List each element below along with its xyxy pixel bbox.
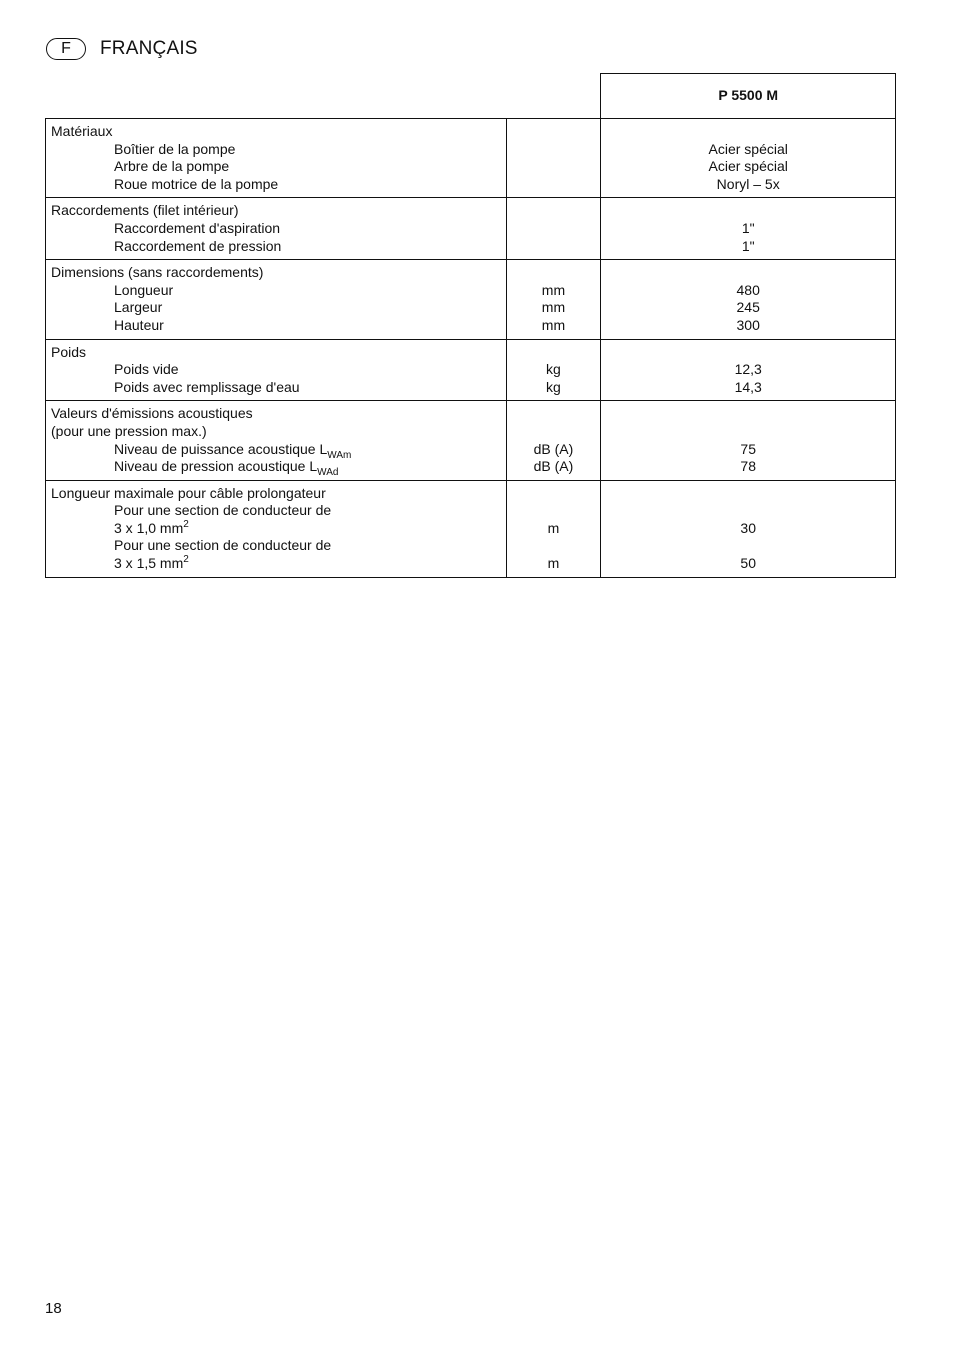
row-label: 3 x 1,0 $mm^2$ xyxy=(114,518,189,536)
row-label: Longueur xyxy=(114,281,174,298)
page-number: 18 xyxy=(45,1300,62,1317)
row-value: 1" xyxy=(741,219,755,236)
row-label: Niveau de pression acoustique $L_{WAd}$ xyxy=(114,458,339,479)
row-label: Largeur xyxy=(114,299,163,316)
row-unit: kg xyxy=(546,378,561,395)
section-weight xyxy=(46,339,896,401)
row-unit: dB (A) xyxy=(533,440,574,457)
unit-cell xyxy=(506,401,601,480)
row-value: 75 xyxy=(740,440,756,457)
section-labels xyxy=(46,119,507,198)
value-cell xyxy=(601,198,896,260)
row-value: 245 xyxy=(736,299,760,316)
row-label: Pour une section de conducteur de xyxy=(114,537,332,554)
section-title: Raccordements (filet intérieur) xyxy=(51,202,239,219)
section-title: Valeurs d'émissions acoustiques xyxy=(51,405,253,422)
row-label: Raccordement d'aspiration xyxy=(114,219,281,236)
row-unit: mm xyxy=(541,299,566,316)
row-value: 300 xyxy=(736,316,760,333)
value-cell xyxy=(601,119,896,198)
row-value: Acier spécial xyxy=(708,140,788,157)
row-value: 30 xyxy=(740,519,756,536)
section-labels xyxy=(46,480,507,577)
row-label: Roue motrice de la pompe xyxy=(114,175,279,192)
row-label: Niveau de puissance acoustique $L_{WAm}$ xyxy=(114,440,352,461)
row-label: Poids vide xyxy=(114,361,179,378)
value-cell xyxy=(601,480,896,577)
section-labels xyxy=(46,339,507,401)
section-labels xyxy=(46,260,507,339)
row-unit: kg xyxy=(546,361,561,378)
row-unit: m xyxy=(547,519,560,536)
technical-data-table xyxy=(45,73,896,578)
value-cell xyxy=(601,260,896,339)
row-value: 1" xyxy=(741,237,755,254)
section-title: Matériaux xyxy=(51,123,113,139)
row-value: 78 xyxy=(740,458,756,475)
section-cable xyxy=(46,480,896,577)
unit-cell xyxy=(506,119,601,198)
row-value: 480 xyxy=(736,281,760,298)
language-title: FRANÇAIS xyxy=(100,38,198,59)
table-header-row xyxy=(46,74,896,119)
row-value: 50 xyxy=(740,555,756,572)
row-label: Poids avec remplissage d'eau xyxy=(114,378,300,395)
row-value: 14,3 xyxy=(734,378,762,395)
row-value: 12,3 xyxy=(734,361,762,378)
unit-cell xyxy=(506,480,601,577)
unit-cell xyxy=(506,339,601,401)
row-unit: dB (A) xyxy=(533,458,574,475)
section-title: Poids xyxy=(51,343,87,360)
section-subtitle: (pour une pression max.) xyxy=(51,422,207,439)
unit-cell xyxy=(506,198,601,260)
row-value: Noryl – 5x xyxy=(716,175,780,192)
row-label: Raccordement de pression xyxy=(114,237,282,254)
row-label: Pour une section de conducteur de xyxy=(114,502,332,519)
row-label: Hauteur xyxy=(114,316,164,333)
row-unit: m xyxy=(547,555,560,572)
row-label: 3 x 1,5 $mm^2$ xyxy=(114,554,189,572)
section-labels xyxy=(46,401,507,480)
section-dimensions xyxy=(46,260,896,339)
row-unit: mm xyxy=(541,281,566,298)
model-name: P 5500 M xyxy=(601,74,896,119)
row-unit: mm xyxy=(541,316,566,333)
section-labels xyxy=(46,198,507,260)
language-code-badge: F xyxy=(46,38,86,60)
value-cell xyxy=(601,339,896,401)
section-title: Dimensions (sans raccordements) xyxy=(51,264,264,281)
unit-cell xyxy=(506,260,601,339)
section-connections xyxy=(46,198,896,260)
section-materials xyxy=(46,119,896,198)
language-header xyxy=(46,37,198,61)
row-label: Boîtier de la pompe xyxy=(114,140,236,157)
section-title: Longueur maximale pour câble prolongateur xyxy=(51,484,326,501)
row-label: Arbre de la pompe xyxy=(114,158,230,175)
value-cell xyxy=(601,401,896,480)
section-acoustic xyxy=(46,401,896,480)
row-value: Acier spécial xyxy=(708,158,788,175)
